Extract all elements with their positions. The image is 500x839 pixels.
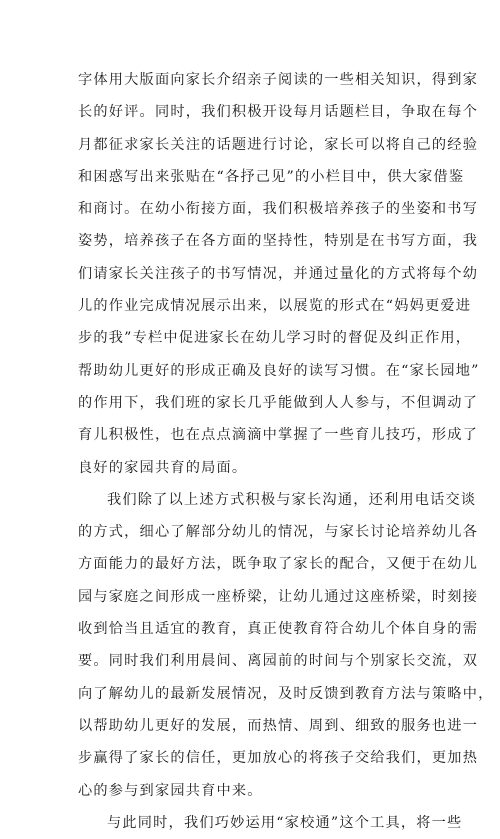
text-line: 步的我”专栏中促进家长在幼儿学习时的督促及纠正作用，	[78, 330, 472, 347]
text-line: 收到恰当且适宜的教育，真正使教育符合幼儿个体自身的需	[78, 621, 479, 638]
text-line: 儿的作业完成情况展示出来，以展览的形式在“妈妈更爱进	[78, 298, 472, 315]
text-line: 要。同时我们利用晨间、离园前的时间与个别家长交流，双	[78, 653, 479, 670]
text-line: 月都征求家长关注的话题进行讨论，家长可以将自己的经验	[78, 136, 479, 153]
body-text	[78, 64, 494, 839]
text-line: 姿势，培养孩子在各方面的坚持性，特别是在书写方面，我	[78, 233, 479, 250]
text-line: 步赢得了家长的信任，更加放心的将孩子交给我们，更加热	[78, 750, 479, 767]
paragraph-first-line: 我们除了以上述方式积极与家长沟通，还利用电话交谈	[107, 491, 477, 508]
text-line: 以帮助幼儿更好的发展，而热情、周到、细致的服务也进一	[78, 717, 479, 734]
text-line: 的方式，细心了解部分幼儿的情况，与家长讨论培养幼儿各	[78, 524, 479, 541]
text-line: 的作用下，我们班的家长几乎能做到人人参与，不但调动了	[78, 394, 479, 411]
text-line: 良好的家园共育的局面。	[78, 459, 248, 476]
text-line: 帮助幼儿更好的形成正确及良好的读写习惯。在“家长园地”	[78, 362, 480, 379]
text-line: 和商讨。在幼小衔接方面，我们积极培养孩子的坐姿和书写	[78, 201, 479, 218]
text-line: 向了解幼儿的最新发展情况，及时反馈到教育方法与策略中，	[78, 685, 494, 702]
text-line: 字体用大版面向家长介绍亲子阅读的一些相关知识，得到家	[78, 72, 479, 88]
text-line: 园与家庭之间形成一座桥梁，让幼儿通过这座桥梁，时刻接	[78, 588, 479, 605]
text-line: 们请家长关注孩子的书写情况，并通过量化的方式将每个幼	[78, 265, 479, 282]
text-line: 和困惑写出来张贴在“各抒己见”的小栏目中，供大家借鉴	[78, 168, 465, 185]
text-line: 心的参与到家园共育中来。	[78, 782, 263, 799]
text-line: 方面能力的最好方法，既争取了家长的配合，又便于在幼儿	[78, 556, 479, 573]
paragraph-first-line: 与此同时，我们巧妙运用“家校通”这个工具，将一些	[107, 814, 463, 831]
text-line: 育儿积极性，也在点点滴滴中掌握了一些育儿技巧，形成了	[78, 427, 479, 444]
text-line: 长的好评。同时，我们积极开设每月话题栏目，争取在每个	[78, 104, 479, 121]
